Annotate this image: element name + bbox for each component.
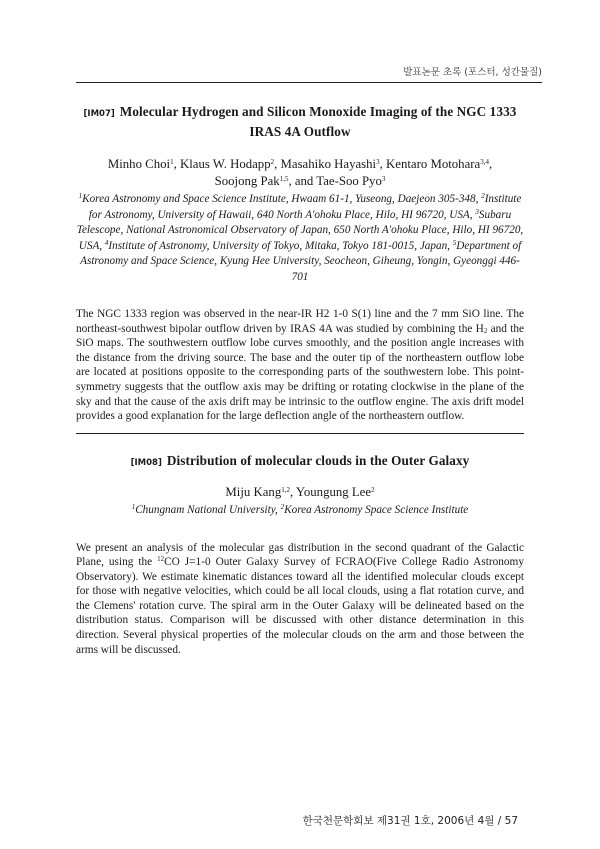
section-divider: [76, 433, 524, 434]
author-sep: , and: [288, 174, 317, 188]
affil-text: Subaru Telescope, National Astronomical Observatory of Japan, 650 North A'ohoku Place, Hilo, HI 96720, USA,: [76, 208, 524, 252]
affil-text: Korea Astronomy and Space Science Institute, Hwaam 61-1, Yuseong, Daejeon 305-348,: [82, 193, 482, 205]
author-sup: 3: [376, 158, 380, 166]
abstract-subscript: 2: [483, 326, 488, 335]
abstract-text: [76, 541, 524, 658]
abstract-text: [76, 307, 524, 424]
affil-sup: 4: [104, 238, 109, 247]
author-list: [76, 484, 524, 501]
article-title: [76, 103, 524, 140]
author-sup: 3: [381, 175, 386, 183]
author-sep: ,: [289, 485, 296, 499]
affil-sup: 1: [131, 503, 136, 511]
author-sup: 1,5: [279, 175, 289, 183]
abstract-part: We present an analysis of the molecular gas distribution in the second quadrant of the Galactic Plane, using the: [76, 541, 524, 569]
author-name: Minho Choi: [107, 157, 171, 171]
author-sup: 1,2: [281, 486, 290, 494]
affil-sup: 5: [452, 238, 457, 247]
author-name: Tae-Soo Pyo: [316, 174, 382, 188]
author-sup: 1: [170, 158, 174, 166]
running-header: 발표논문 초록 (포스터, 성간물질): [403, 67, 542, 78]
article-title: [76, 452, 524, 472]
affiliations: [76, 192, 524, 285]
author-sup: 3,4: [480, 158, 489, 166]
affil-sup: 1: [78, 192, 83, 200]
author-sep: ,: [274, 157, 281, 171]
affil-text: Chungnam National University,: [135, 504, 281, 516]
abstract-part: and the SiO maps. The southwestern outflow lobe curves smoothly, and the position angle increases with the distance from the driving source. The base and the outer tip of the northeastern outflow lobe are located at positions opposite to the corresponding parts of the southwestern lobe. This point-symmetry suggests that the outflow axis may be drifting or rotating clockwise in the plane of the sky and that the cause of the axis drift may be intrinsic to the outflow engine. The axis drift model provides a good explanation for the large deflection angle of the northeastern outflow.: [76, 322, 524, 423]
abstract-im07: [76, 103, 524, 424]
title-text: Distribution of molecular clouds in the Outer Galaxy: [166, 453, 470, 468]
affil-sup: 2: [481, 192, 485, 200]
title-text: Molecular Hydrogen and Silicon Monoxide Imaging of the NGC 1333 IRAS 4A Outflow: [119, 104, 517, 139]
affil-sup: 2: [280, 503, 285, 511]
affil-sup: 3: [475, 207, 479, 216]
abstract-superscript: 12: [157, 555, 165, 564]
author-name: Klaus W. Hodapp: [179, 157, 271, 171]
author-name: Miju Kang: [225, 485, 282, 499]
affiliations: [76, 503, 524, 519]
affil-text: Institute for Astronomy, University of Hawaii, 640 North A'ohoku Place, Hilo, HI 96720, USA,: [88, 193, 522, 221]
author-name: Soojong Pak: [214, 174, 280, 188]
author-sep: ,: [173, 157, 180, 171]
article-code: [IM08]: [130, 458, 162, 468]
header-rule: [76, 82, 542, 83]
author-sep: ,: [488, 157, 493, 171]
author-name: Kentaro Motohara: [386, 157, 481, 171]
author-sep: ,: [379, 157, 387, 171]
author-list: [76, 156, 524, 190]
author-sup: 2: [371, 486, 375, 494]
affil-text: Korea Astronomy Space Science Institute: [284, 504, 469, 516]
author-name: Youngung Lee: [295, 485, 372, 499]
page-footer: 한국천문학회보 제31권 1호, 2006년 4월 / 57: [302, 815, 518, 827]
author-name: Masahiko Hayashi: [280, 157, 377, 171]
abstract-part: The NGC 1333 region was observed in the near-IR H2 1-0 S(1) line and the 7 mm SiO line. The northeast-southwest bipolar outflow driven by IRAS 4A was studied by combining the H: [76, 308, 524, 335]
abstract-part: CO J=1-0 Outer Galaxy Survey of FCRAO(Five College Radio Astronomy Observatory). We estimate kinematic distances toward all the identified molecular clouds except for those with negative velocities, which could be all local clouds, using a flat rotation curve, and the Clemens' rotation curve. The spiral arm in the Outer Galaxy will be delineated based on the distribution status. Comparison will be discussed with other distance determination in this direction. Several physical properties of the molecular clouds on the arm and those between the arms will be discussed.: [76, 556, 524, 656]
affil-text: Institute of Astronomy, University of Tokyo, Mitaka, Tokyo 181-0015, Japan,: [108, 239, 453, 252]
affil-text: Department of Astronomy and Space Science, Kyung Hee University, Seocheon, Giheung, Yongin, Gyeonggi 446-701: [80, 239, 522, 283]
abstract-im08: [76, 452, 524, 657]
author-sup: 2: [270, 158, 275, 166]
article-code: [IM07]: [83, 109, 115, 119]
